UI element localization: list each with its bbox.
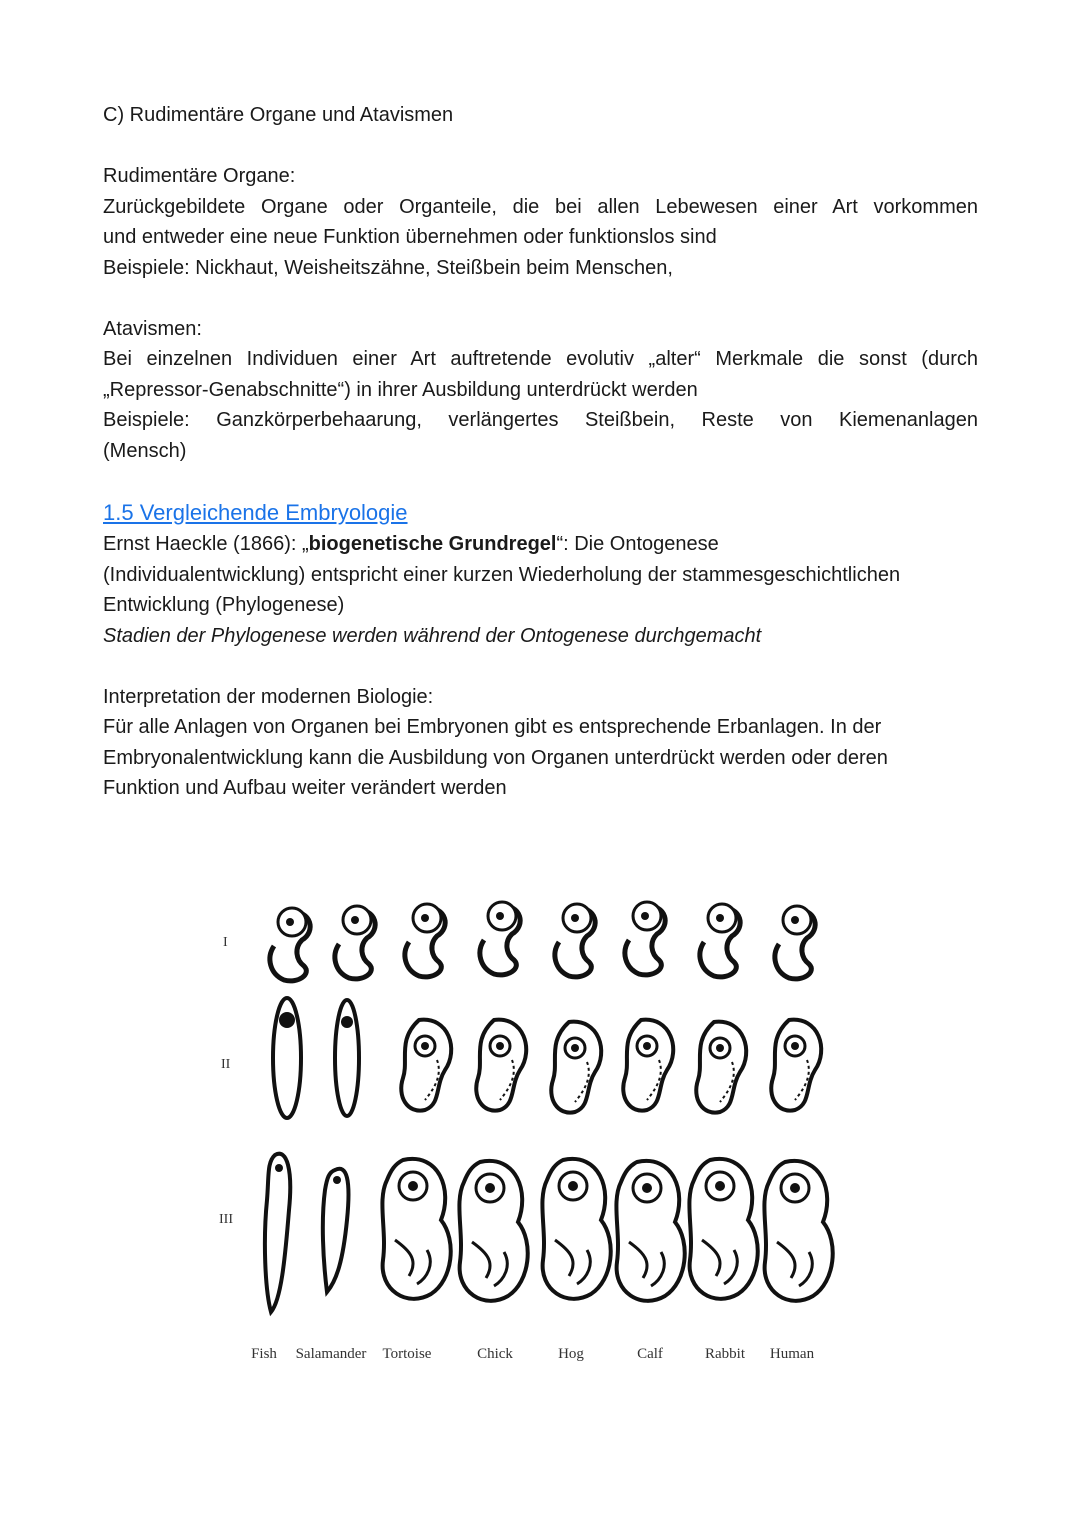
embryo-fish-stage-1 [270,908,310,981]
species-label-calf: Calf [637,1346,663,1362]
haeckel-prefix: Ernst Haeckle (1866): „ [103,533,309,555]
embryo-rabbit-stage-1 [700,904,740,977]
embryo-salamander-stage-3 [323,1169,349,1292]
embryology-heading-link[interactable]: 1.5 Vergleichende Embryologie [103,499,408,525]
section-c-heading: C) Rudimentäre Organe und Atavismen [103,104,454,126]
embryo-row-3 [265,1154,833,1312]
atavisms-title: Atavismen: [103,317,202,340]
haeckel-suffix: “: Die Ontogenese [556,533,719,555]
modern-text-3: Funktion und Aufbau weiter verändert werden [103,777,507,799]
modern-text-1: Für alle Anlagen von Organen bei Embryonen gibt es entsprechende Erbanlagen. In der [103,716,882,738]
embryo-rabbit-stage-3 [689,1159,757,1299]
embryo-salamander-stage-1 [335,906,375,979]
rudimentary-text-2: und entweder eine neue Funktion übernehmen oder funktionslos sind [103,226,717,248]
embryo-tortoise-stage-2 [401,1020,451,1111]
embryo-rabbit-stage-2 [696,1022,746,1113]
rudimentary-examples: Beispiele: Nickhaut, Weisheitszähne, Steißbein beim Menschen, [103,256,673,279]
embryo-comparison-figure [215,880,855,1380]
species-label-tortoise: Tortoise [382,1346,432,1362]
embryo-row-1 [270,902,815,981]
species-label-salamander: Salamander [295,1346,367,1362]
embryo-hog-stage-1 [555,904,595,977]
biogenetic-rule: biogenetische Grundregel [308,533,557,555]
species-label-human: Human [769,1346,815,1362]
embryo-hog-stage-3 [542,1159,610,1299]
embryo-tortoise-stage-3 [382,1159,450,1299]
embryo-calf-stage-3 [616,1161,684,1301]
atavisms-text-1: Bei einzelnen Individuen einer Art auftretende evolutiv „alter“ Merkmale die sonst (durch [103,348,978,370]
rudimentary-title: Rudimentäre Organe: [103,165,296,187]
embryo-human-stage-2 [771,1020,821,1111]
row-label-3: III [219,1212,233,1227]
embryo-chick-stage-2 [476,1020,526,1111]
embryo-human-stage-3 [764,1161,832,1301]
embryo-row-2 [273,998,821,1118]
embryo-tortoise-stage-1 [405,904,445,977]
atavisms-examples-1: Beispiele: Ganzkörperbehaarung, verlängertes Steißbein, Reste von Kiemenanlagen [103,409,978,431]
phylogeny-italic-line: Stadien der Phylogenese werden während der Ontogenese durchgemacht [103,624,762,647]
haeckel-line [103,529,978,560]
haeckel-line-2: (Individualentwicklung) entspricht einer kurzen Wiederholung der stammesgeschichtlichen [103,563,901,586]
embryo-chick-stage-1 [480,902,520,975]
embryo-fish-stage-3 [265,1154,290,1312]
atavisms-examples-2: (Mensch) [103,439,187,462]
row-label-1: I [223,935,228,950]
row-label-2: II [221,1057,231,1072]
species-label-hog: Hog [558,1346,584,1362]
haeckel-line-3: Entwicklung (Phylogenese) [103,594,345,616]
embryo-calf-stage-1 [625,902,665,975]
embryo-human-stage-1 [775,906,815,979]
species-label-chick: Chick [477,1346,513,1362]
document-page [103,100,978,804]
modern-text-2: Embryonalentwicklung kann die Ausbildung von Organen unterdrückt werden oder deren [103,746,888,769]
atavisms-text-2: „Repressor-Genabschnitte“) in ihrer Ausbildung unterdrückt werden [103,378,698,401]
species-label-rabbit: Rabbit [705,1346,745,1362]
embryo-chick-stage-3 [459,1161,527,1301]
modern-title: Interpretation der modernen Biologie: [103,685,434,708]
embryo-drawings [215,880,855,1340]
embryo-calf-stage-2 [623,1020,673,1111]
embryo-hog-stage-2 [551,1022,601,1113]
rudimentary-text-1: Zurückgebildete Organe oder Organteile, die bei allen Lebewesen einer Art vorkommen [103,195,978,218]
species-label-fish: Fish [251,1346,277,1362]
